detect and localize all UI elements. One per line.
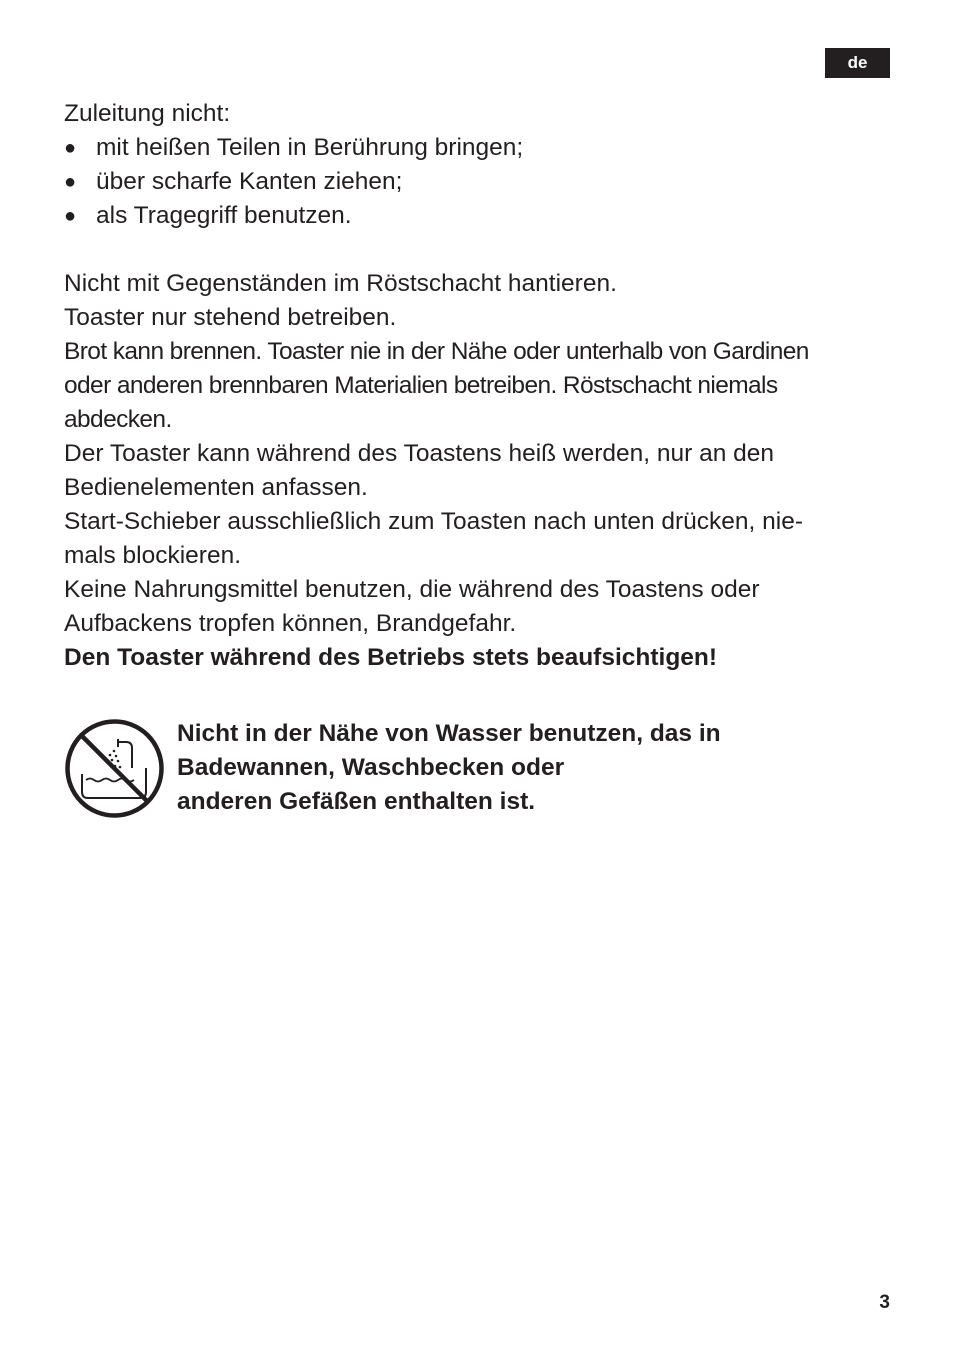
supervision-warning: Den Toaster während des Betriebs stets beaufsichtigen! — [64, 644, 718, 671]
page-number: 3 — [879, 1292, 890, 1313]
list-item-text: mit heißen Teilen in Berührung bringen; — [96, 134, 524, 161]
list-item — [64, 131, 894, 165]
no-water-icon — [64, 718, 165, 819]
bullet-icon: ● — [64, 171, 77, 193]
body-line: Bedienelementen anfassen. — [64, 474, 368, 501]
bullet-icon: ● — [64, 205, 77, 227]
body-line: Start-Schieber ausschließlich zum Toasten nach unten drücken, nie- — [64, 508, 804, 535]
language-badge: de — [825, 48, 890, 78]
paragraph-spacer — [64, 233, 894, 267]
body-line: abdecken. — [64, 406, 172, 433]
list-item — [64, 165, 894, 199]
bullet-icon: ● — [64, 137, 77, 159]
body-line: Aufbackens tropfen können, Brandgefahr. — [64, 610, 517, 637]
safety-instructions — [64, 97, 894, 675]
water-warning-line: Badewannen, Waschbecken oder — [177, 754, 565, 781]
water-warning-line: Nicht in der Nähe von Wasser benutzen, das in — [177, 720, 721, 747]
cord-intro: Zuleitung nicht: — [64, 100, 231, 127]
water-warning-line: anderen Gefäßen enthalten ist. — [177, 788, 536, 815]
body-line: Toaster nur stehend betreiben. — [64, 304, 397, 331]
list-item-text: als Tragegriff benutzen. — [96, 202, 352, 229]
list-item — [64, 199, 894, 233]
water-warning — [177, 717, 857, 819]
list-item-text: über scharfe Kanten ziehen; — [96, 168, 403, 195]
body-line: Keine Nahrungsmittel benutzen, die während des Toastens oder — [64, 576, 760, 603]
body-line: Brot kann brennen. Toaster nie in der Nähe oder unterhalb von Gardinen — [64, 338, 809, 365]
body-line: mals blockieren. — [64, 542, 242, 569]
body-line: Nicht mit Gegenständen im Röstschacht hantieren. — [64, 270, 617, 297]
body-line: Der Toaster kann während des Toastens heiß werden, nur an den — [64, 440, 775, 467]
body-line: oder anderen brennbaren Materialien betreiben. Röstschacht niemals — [64, 372, 778, 399]
